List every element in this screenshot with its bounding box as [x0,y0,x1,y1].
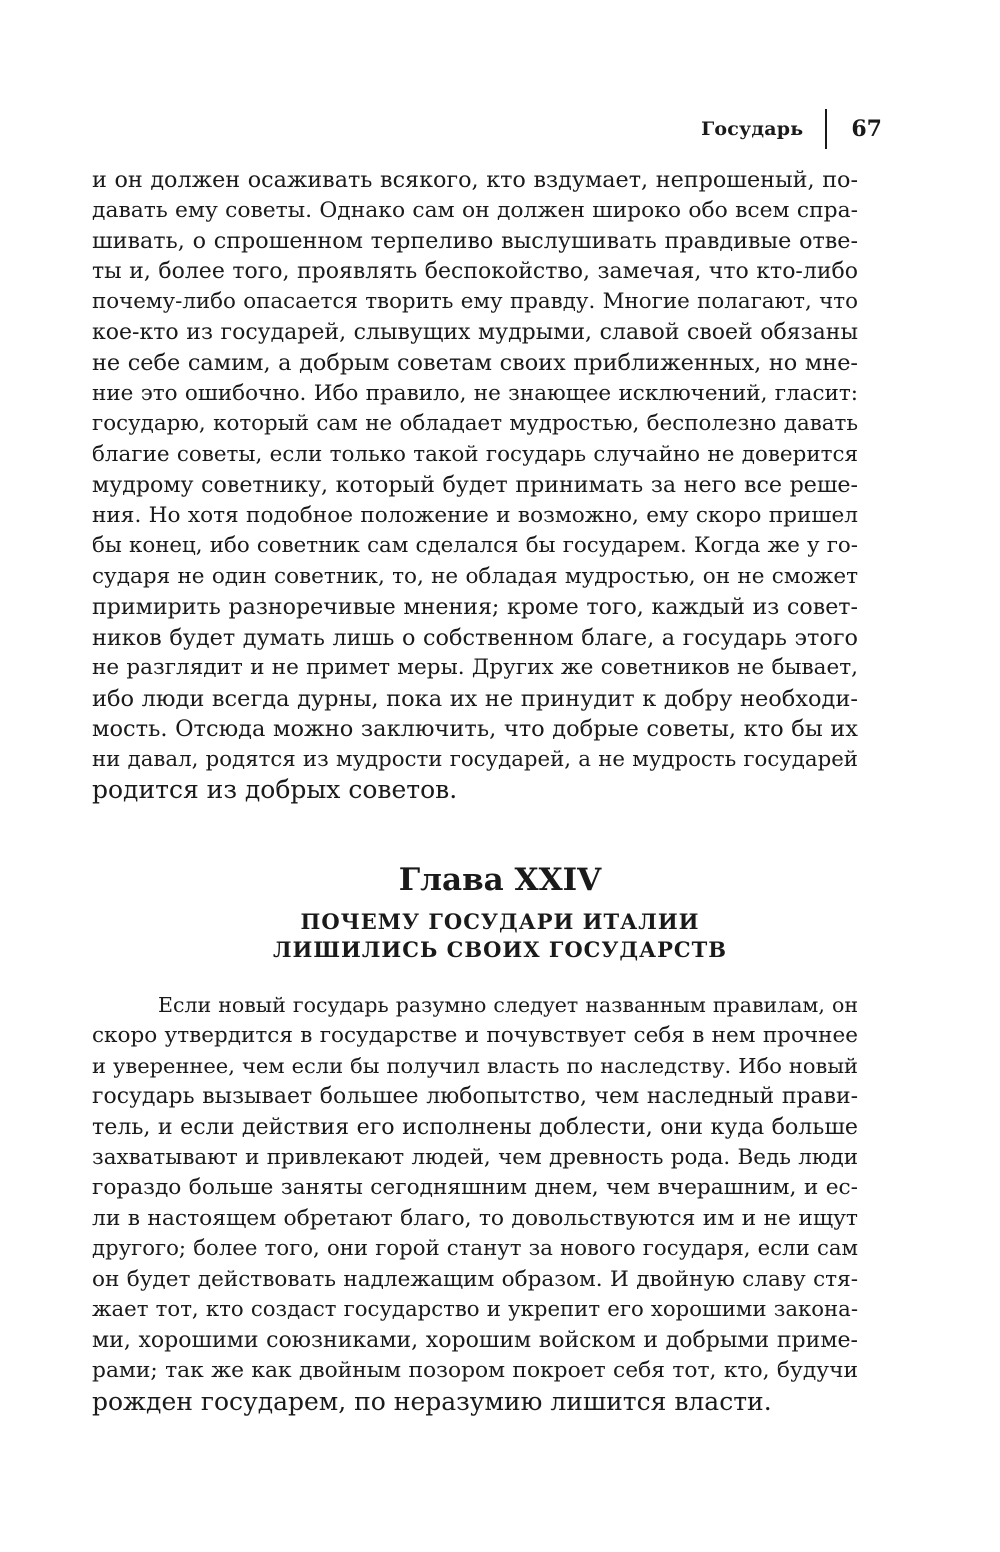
text-line: ты и, более того, проявлять беспокойство, замечая, что кто-либо [92,258,858,284]
chapter-subtitle-line: ПОЧЕМУ ГОСУДАРИ ИТАЛИИ [300,909,700,934]
chapter-subtitle-line: ЛИШИЛИСЬ СВОИХ ГОСУДАРСТВ [272,937,728,962]
running-head-title: Государь [701,118,804,140]
text-line: гораздо больше заняты сегодняшним днем, чем вчерашним, и ес- [92,1175,858,1200]
text-line: ние это ошибочно. Ибо правило, не знающее исключений, гласит: [92,380,858,406]
text-line: рожден государем, по неразумию лишится власти. [92,1386,772,1416]
text-line: скоро утвердится в государстве и почувствует себя в нем прочнее [92,1022,858,1048]
text-line: государь вызывает большее любопытство, чем наследный прави- [92,1083,858,1109]
text-line: примирить разноречивые мнения; кроме того, каждый из совет- [92,594,858,620]
text-line: другого; более того, они горой станут за нового государя, если сам [92,1236,858,1261]
text-line: рами; так же как двойным позором покроет себя тот, кто, будучи [92,1358,858,1383]
text-line: давать ему советы. Однако сам он должен широко обо всем спра- [92,197,858,223]
text-line: шивать, о спрошенном терпеливо выслушивать правдивые отве- [92,228,858,254]
text-line: не разглядит и не примет меры. Других же советников не бывает, [92,655,858,680]
text-line: жает тот, кто создаст государство и укрепит его хорошими закона- [92,1297,858,1322]
text-line: мость. Отсюда можно заключить, что добрые советы, кто бы их [92,716,858,742]
text-line: ли в настоящем обретают благо, то довольствуются им и не ищут [92,1205,858,1231]
text-line: государю, который сам не обладает мудростью, бесполезно давать [92,411,858,436]
running-head-divider [825,109,827,149]
text-line: он будет действовать надлежащим образом. И двойную славу стя- [92,1266,858,1292]
text-line: мудрому советнику, который будет принимать за него все реше- [92,472,858,498]
text-line: ибо люди всегда дурны, пока их не принудит к добру необходи- [92,685,858,712]
running-head [701,110,882,148]
chapter-subtitle [0,908,1000,964]
text-line: ми, хорошими союзниками, хорошим войском и добрыми приме- [92,1327,858,1353]
text-line: ни давал, родятся из мудрости государей, а не мудрость государей [92,746,858,772]
text-line: ников будет думать лишь о собственном благе, а государь этого [92,624,858,651]
text-line: тель, и если действия его исполнены доблести, они куда больше [92,1114,858,1140]
text-line: кое-кто из государей, слывущих мудрыми, славой своей обязаны [92,319,858,345]
text-line: сударя не один советник, то, не обладая мудростью, он не сможет [92,563,858,589]
text-line: не себе самим, а добрым советам своих приближенных, но мне- [92,350,858,376]
text-line: родится из добрых советов. [92,775,458,804]
text-line: Если новый государь разумно следует названным правилам, он [158,993,858,1017]
paragraph-continuation [92,165,858,806]
page-number: 67 [851,116,882,142]
chapter-title: Глава XXIV [398,862,602,898]
text-line: и он должен осаживать всякого, кто вздумает, непрошеный, по- [92,167,858,193]
text-line: захватывают и привлекают людей, чем древность рода. Ведь люди [92,1144,858,1170]
text-line: и увереннее, чем если бы получил власть по наследству. Ибо новый [92,1054,858,1078]
text-line: почему-либо опасается творить ему правду. Многие полагают, что [92,289,858,314]
paragraph-chapter-opening [92,990,858,1417]
text-line: ния. Но хотя подобное положение и возможно, ему скоро пришел [92,502,858,528]
text-line: благие советы, если только такой государь случайно не доверится [92,441,858,467]
text-line: бы конец, ибо советник сам сделался бы государем. Когда же у го- [92,533,858,558]
